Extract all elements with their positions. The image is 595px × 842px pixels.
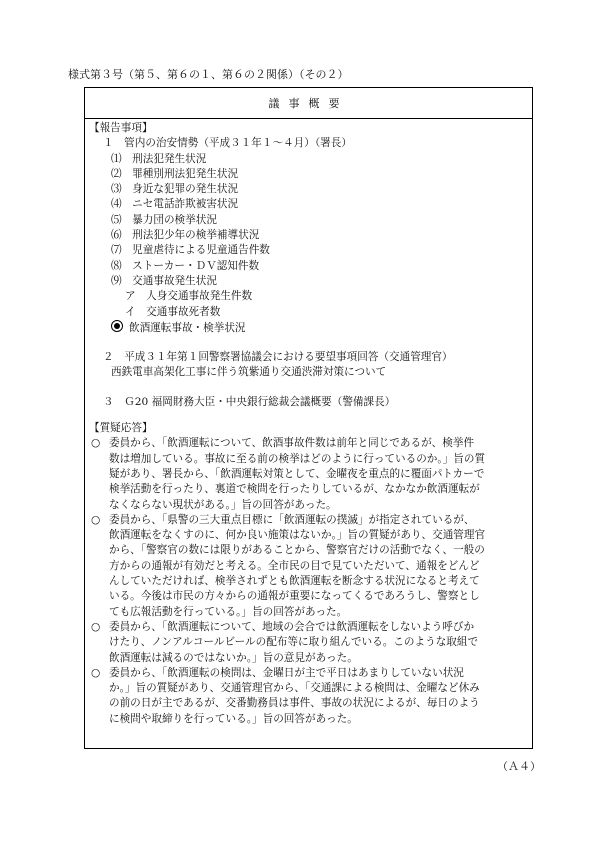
report-sub-subitem: ア 人身交通事故発生件数 [125, 290, 253, 303]
qa-line: んしていただければ、検挙されずとも飲酒運転を断念する状況になると考えて [109, 575, 480, 588]
qa-line: 方からの通報が有効だと考える。全市民の目で見ていただいて、通報をどんど [109, 559, 480, 572]
qa-line: 数は増加している。事故に至る前の検挙はどのように行っているのか。」旨の質 [109, 452, 486, 465]
report-section-label: 【報告事項】 [89, 122, 153, 134]
qa-line: か。」旨の質疑があり、交通管理官から、「交通課による検問は、金曜など休み [109, 682, 480, 695]
report-subitem: ⑸ 暴力団の検挙状況 [111, 213, 217, 226]
minutes-title: 議事概要 [268, 97, 349, 110]
number-10-icon [111, 320, 123, 332]
qa-line: いる。今後は市民の方々からの通報が重要になってくるであろうし、警察とし [109, 590, 480, 603]
qa-line: から、「警察官の数には限りがあることから、警察官だけの活動でなく、一般の [109, 544, 485, 557]
qa-line: に検問や取締りを行っている。」旨の回答があった。 [109, 712, 358, 725]
circle-bullet-icon: ○ [91, 437, 101, 450]
minutes-content [85, 119, 532, 727]
report-subitem: ⑷ ニセ電話詐欺被害状況 [111, 198, 239, 211]
paper-size-label: （Ａ４） [497, 760, 541, 773]
report-sub-subitem: イ 交通事故死者数 [125, 305, 221, 318]
report-subitem: ⑵ 罪種別刑法犯発生状況 [111, 167, 239, 180]
minutes-box [84, 87, 533, 749]
report-subitem: ⑴ 刑法犯発生状況 [111, 152, 207, 165]
circle-bullet-icon: ○ [91, 513, 101, 526]
qa-line: の前の日が主であるが、交番勤務員は事件、事故の状況によるが、毎日のよう [109, 697, 480, 710]
form-title: 様式第３号（第５、第６の１、第６の２関係）（その２） [68, 68, 349, 81]
report-subitem: ⑻ ストーカー・ＤＶ認知件数 [111, 259, 260, 272]
qa-section-label: 【質疑応答】 [89, 422, 153, 435]
qa-line: 飲酒運転は減るのではないか。」旨の意見があった。 [109, 651, 358, 664]
report-item-1-heading: １ 管内の治安情勢（平成３１年１～４月）（署長） [103, 137, 352, 150]
qa-line: 委員から、「飲酒運転について、飲酒事故件数は前年と同じであるが、検挙件 [109, 437, 475, 450]
report-item-2-heading: ２ 平成３１年第１回警察署協議会における要望事項回答（交通管理官） [103, 351, 453, 364]
circle-bullet-icon: ○ [91, 620, 101, 633]
circle-bullet-icon: ○ [91, 666, 101, 679]
qa-line: 委員から、「県警の三大重点目標に「飲酒運転の撲滅」が指定されているが、 [109, 513, 475, 526]
report-item-3-heading: ３ Ｇ20 福岡財務大臣・中央銀行総裁会議概要（警備課長） [103, 395, 396, 408]
qa-line: なくならない現状がある。」旨の回答があった。 [109, 498, 337, 511]
qa-entry [89, 436, 522, 512]
qa-entry [89, 620, 522, 666]
report-subitem: ⑹ 刑法犯少年の検挙補導状況 [111, 229, 260, 242]
qa-line: けたり、ノンアルコールビールの配布等に取り組んでいる。このような取組で [109, 636, 479, 649]
qa-line: ても広報活動を行っている。」旨の回答があった。 [109, 605, 348, 618]
report-subitem-10-label: 飲酒運転事故・検挙状況 [129, 321, 246, 334]
qa-line: 検挙活動を行ったり、裏道で検問を行ったりしているが、なかなか飲酒運転が [109, 483, 480, 496]
minutes-header [85, 88, 532, 119]
qa-line: 委員から、「飲酒運転の検問は、金曜日が主で平日はあまりしていない状況 [109, 666, 464, 679]
report-item-2-detail: 西鉄電車高架化工事に伴う筑紫通り交通渋滞対策について [111, 366, 387, 379]
report-subitem: ⑼ 交通事故発生状況 [111, 274, 217, 287]
qa-line: 疑があり、署長から、「飲酒運転対策として、金曜夜を重点的に覆面パトカーで [109, 467, 485, 480]
qa-entry [89, 513, 522, 620]
qa-line: 飲酒運転をなくすのに、何か良い施策はないか。」旨の質疑があり、交通管理官 [109, 529, 486, 542]
report-subitem: ⑶ 身近な犯罪の発生状況 [111, 183, 239, 196]
qa-line: 委員から、「飲酒運転について、地域の会合では飲酒運転をしないよう呼びか [109, 620, 475, 633]
qa-entry [89, 666, 522, 727]
report-subitem: ⑺ 児童虐待による児童通告件数 [111, 244, 270, 257]
report-subitem-10 [89, 320, 522, 336]
